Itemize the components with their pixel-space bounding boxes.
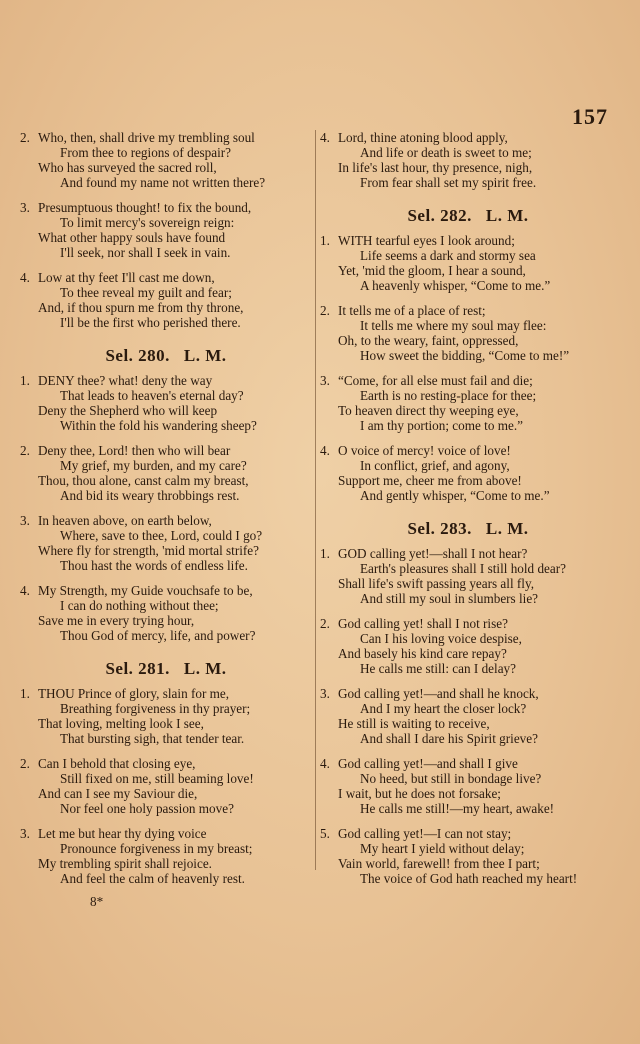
verse-line <box>20 628 312 643</box>
verse-line <box>20 403 312 418</box>
hymn-meter: L. M. <box>485 519 529 538</box>
verse-line <box>20 701 312 716</box>
verse-line <box>320 473 616 488</box>
verse-line-text: From thee to regions of despair? <box>60 145 232 160</box>
verse-line-text: Life seems a dark and stormy sea <box>360 248 536 263</box>
verse-line-text: Pronounce forgiveness in my breast; <box>60 841 253 856</box>
verse-line <box>20 686 312 701</box>
verse-line <box>20 871 312 886</box>
verse-number: 2. <box>20 443 30 458</box>
verse-line-text: From fear shall set my spirit free. <box>360 175 537 190</box>
verse-line <box>320 576 616 591</box>
verse-line <box>20 513 312 528</box>
verse-line-text: That bursting sigh, that tender tear. <box>60 731 245 746</box>
verse-line <box>20 731 312 746</box>
verse-line <box>20 488 312 503</box>
hymn-title <box>320 208 616 223</box>
verse-line <box>20 215 312 230</box>
verse-line-text: And basely his kind care repay? <box>338 646 507 661</box>
verse-line <box>20 528 312 543</box>
hymn-selection-number: Sel. 283. <box>407 519 472 538</box>
verse-line <box>320 403 616 418</box>
verse-line <box>320 771 616 786</box>
verse-line-text: Breathing forgiveness in thy prayer; <box>60 701 251 716</box>
verse-line-text: And can I see my Saviour die, <box>38 786 198 801</box>
verse-line-text: “Come, for all else must fail and die; <box>338 373 533 388</box>
hymn-verse <box>320 686 616 746</box>
verse-number: 4. <box>20 270 30 285</box>
verse-line-text: He calls me still!—my heart, awake! <box>360 801 555 816</box>
verse-line <box>20 373 312 388</box>
verse-line-text: And I my heart the closer lock? <box>360 701 527 716</box>
page-number: 157 <box>572 104 608 129</box>
verse-line <box>320 418 616 433</box>
verse-line <box>20 300 312 315</box>
verse-line-text: Low at thy feet I'll cast me down, <box>38 270 215 285</box>
verse-line-text: That loving, melting look I see, <box>38 716 204 731</box>
verse-line <box>320 786 616 801</box>
verse-line-text: In heaven above, on earth below, <box>38 513 212 528</box>
verse-line <box>320 303 616 318</box>
verse-number: 2. <box>320 303 330 318</box>
verse-line <box>320 458 616 473</box>
hymn-meter: L. M. <box>183 346 227 365</box>
hymn-verse <box>320 826 616 886</box>
verse-line <box>20 583 312 598</box>
verse-line <box>20 230 312 245</box>
verse-line <box>320 646 616 661</box>
hymn-title <box>320 521 616 536</box>
hymn-meter: L. M. <box>183 659 227 678</box>
hymn-verse <box>20 130 312 190</box>
verse-line-text: Thou, thou alone, canst calm my breast, <box>38 473 249 488</box>
verse-line <box>20 613 312 628</box>
verse-line <box>20 543 312 558</box>
verse-number: 4. <box>320 756 330 771</box>
verse-number: 3. <box>20 513 30 528</box>
verse-line-text: God calling yet! shall I not rise? <box>338 616 508 631</box>
verse-line-text: Where fly for strength, 'mid mortal strife? <box>38 543 259 558</box>
verse-line <box>320 856 616 871</box>
verse-line-text: I wait, but he does not forsake; <box>338 786 501 801</box>
verse-line-text: I'll seek, nor shall I seek in vain. <box>60 245 231 260</box>
verse-line <box>20 801 312 816</box>
verse-line-text: And still my soul in slumbers lie? <box>360 591 539 606</box>
verse-line-text: Who has surveyed the sacred roll, <box>38 160 217 175</box>
verse-line <box>320 591 616 606</box>
verse-line-text: My trembling spirit shall rejoice. <box>38 856 212 871</box>
hymn-verse <box>320 616 616 676</box>
verse-line <box>320 388 616 403</box>
verse-line-text: Support me, cheer me from above! <box>338 473 522 488</box>
verse-line-text: How sweet the bidding, “Come to me!” <box>360 348 570 363</box>
verse-line-text: I am thy portion; come to me.” <box>360 418 523 433</box>
verse-line <box>20 388 312 403</box>
hymn-verse <box>20 513 312 573</box>
verse-line-text: Shall life's swift passing years all fly, <box>338 576 535 591</box>
verse-line <box>320 160 616 175</box>
verse-line <box>320 263 616 278</box>
verse-line-text: Presumptuous thought! to fix the bound, <box>38 200 252 215</box>
verse-line-text: No heed, but still in bondage live? <box>360 771 542 786</box>
verse-line <box>20 473 312 488</box>
verse-line <box>20 826 312 841</box>
verse-line-text: He calls me still: can I delay? <box>360 661 516 676</box>
hymn-verse <box>20 583 312 643</box>
verse-line-text: Thou God of mercy, life, and power? <box>60 628 256 643</box>
hymn-title <box>20 661 312 676</box>
verse-number: 5. <box>320 826 330 841</box>
verse-line-text: Still fixed on me, still beaming love! <box>60 771 254 786</box>
verse-line-text: Can I his loving voice despise, <box>360 631 522 646</box>
hymn-verse <box>20 443 312 503</box>
verse-line-text: Where, save to thee, Lord, could I go? <box>60 528 263 543</box>
verse-line-text: God calling yet!—and shall he knock, <box>338 686 539 701</box>
verse-line-text: The voice of God hath reached my heart! <box>360 871 578 886</box>
verse-number: 1. <box>20 686 30 701</box>
verse-line-text: WITH tearful eyes I look around; <box>338 233 515 248</box>
verse-line <box>20 771 312 786</box>
verse-line <box>320 661 616 676</box>
verse-line-text: O voice of mercy! voice of love! <box>338 443 511 458</box>
verse-number: 1. <box>20 373 30 388</box>
verse-line <box>20 160 312 175</box>
verse-line-text: It tells me where my soul may flee: <box>360 318 547 333</box>
verse-line-text: Within the fold his wandering sheep? <box>60 418 257 433</box>
verse-number: 4. <box>320 130 330 145</box>
verse-line-text: And feel the calm of heavenly rest. <box>60 871 245 886</box>
verse-line <box>320 756 616 771</box>
verse-line-text: Who, then, shall drive my trembling soul <box>38 130 255 145</box>
verse-line <box>320 631 616 646</box>
verse-line-text: And, if thou spurn me from thy throne, <box>38 300 244 315</box>
verse-line <box>320 333 616 348</box>
verse-line <box>320 701 616 716</box>
hymn-verse <box>320 373 616 433</box>
verse-line <box>20 285 312 300</box>
verse-number: 4. <box>320 443 330 458</box>
verse-line <box>320 616 616 631</box>
verse-line <box>320 233 616 248</box>
verse-line <box>20 841 312 856</box>
verse-line-text: My heart I yield without delay; <box>360 841 525 856</box>
verse-line <box>20 200 312 215</box>
hymn-verse <box>320 233 616 293</box>
verse-line <box>320 731 616 746</box>
hymn-verse <box>20 270 312 330</box>
verse-line <box>320 130 616 145</box>
verse-line <box>20 756 312 771</box>
hymn-title <box>20 348 312 363</box>
verse-line <box>320 826 616 841</box>
verse-number: 4. <box>20 583 30 598</box>
verse-line <box>320 841 616 856</box>
hymn-meter: L. M. <box>485 206 529 225</box>
hymn-verse <box>20 686 312 746</box>
verse-line-text: Nor feel one holy passion move? <box>60 801 234 816</box>
verse-line <box>320 318 616 333</box>
verse-line-text: Deny the Shepherd who will keep <box>38 403 218 418</box>
left-column <box>20 130 312 909</box>
verse-line-text: DENY thee? what! deny the way <box>38 373 213 388</box>
verse-line-text: In conflict, grief, and agony, <box>360 458 510 473</box>
verse-line-text: Earth's pleasures shall I still hold dear? <box>360 561 566 576</box>
hymn-selection-number: Sel. 282. <box>407 206 472 225</box>
verse-line-text: And bid its weary throbbings rest. <box>60 488 240 503</box>
hymn-selection-number: Sel. 280. <box>105 346 170 365</box>
verse-line-text: Oh, to the weary, faint, oppressed, <box>338 333 519 348</box>
verse-line-text: In life's last hour, thy presence, nigh, <box>338 160 533 175</box>
hymn-verse <box>20 373 312 433</box>
verse-line <box>20 418 312 433</box>
signature-mark: 8* <box>90 894 104 909</box>
hymn-verse <box>20 200 312 260</box>
verse-line-text: He still is waiting to receive, <box>338 716 490 731</box>
verse-number: 2. <box>20 756 30 771</box>
verse-number: 2. <box>20 130 30 145</box>
right-column <box>320 130 616 896</box>
verse-line <box>20 175 312 190</box>
verse-line <box>20 856 312 871</box>
verse-line <box>20 786 312 801</box>
verse-number: 3. <box>20 200 30 215</box>
verse-line <box>20 145 312 160</box>
verse-line-text: My Strength, my Guide vouchsafe to be, <box>38 583 253 598</box>
verse-line-text: And shall I dare his Spirit grieve? <box>360 731 538 746</box>
verse-number: 3. <box>320 686 330 701</box>
verse-line-text: And found my name not written there? <box>60 175 266 190</box>
verse-line-text: Save me in every trying hour, <box>38 613 195 628</box>
verse-line <box>320 686 616 701</box>
verse-line <box>20 558 312 573</box>
verse-line <box>20 598 312 613</box>
verse-line-text: Let me but hear thy dying voice <box>38 826 207 841</box>
verse-line-text: Deny thee, Lord! then who will bear <box>38 443 231 458</box>
hymn-selection-number: Sel. 281. <box>105 659 170 678</box>
hymn-verse <box>320 130 616 190</box>
verse-line <box>20 270 312 285</box>
verse-number: 1. <box>320 546 330 561</box>
verse-line <box>20 443 312 458</box>
verse-number: 2. <box>320 616 330 631</box>
verse-line <box>320 546 616 561</box>
verse-line <box>320 278 616 293</box>
hymn-verse <box>20 826 312 886</box>
verse-line-text: Thou hast the words of endless life. <box>60 558 248 573</box>
verse-line <box>320 145 616 160</box>
verse-line <box>320 716 616 731</box>
hymn-verse <box>320 546 616 606</box>
verse-number: 3. <box>20 826 30 841</box>
verse-line-text: And life or death is sweet to me; <box>360 145 532 160</box>
verse-line-text: What other happy souls have found <box>38 230 226 245</box>
verse-number: 1. <box>320 233 330 248</box>
verse-line-text: To heaven direct thy weeping eye, <box>338 403 519 418</box>
verse-line <box>20 716 312 731</box>
verse-line-text: And gently whisper, “Come to me.” <box>360 488 550 503</box>
hymn-verse <box>320 756 616 816</box>
column-divider <box>315 130 316 870</box>
verse-line-text: It tells me of a place of rest; <box>338 303 486 318</box>
verse-line-text: That leads to heaven's eternal day? <box>60 388 244 403</box>
verse-line <box>320 348 616 363</box>
verse-line <box>320 443 616 458</box>
verse-line-text: Lord, thine atoning blood apply, <box>338 130 508 145</box>
hymn-verse <box>20 756 312 816</box>
verse-line-text: God calling yet!—I can not stay; <box>338 826 512 841</box>
verse-line-text: Vain world, farewell! from thee I part; <box>338 856 540 871</box>
verse-line <box>320 561 616 576</box>
verse-line-text: Can I behold that closing eye, <box>38 756 196 771</box>
verse-line-text: THOU Prince of glory, slain for me, <box>38 686 230 701</box>
verse-line-text: A heavenly whisper, “Come to me.” <box>360 278 551 293</box>
verse-line <box>320 175 616 190</box>
verse-line <box>20 130 312 145</box>
verse-number: 3. <box>320 373 330 388</box>
verse-line <box>20 245 312 260</box>
verse-line-text: To limit mercy's sovereign reign: <box>60 215 235 230</box>
verse-line-text: God calling yet!—and shall I give <box>338 756 518 771</box>
verse-line-text: Earth is no resting-place for thee; <box>360 388 537 403</box>
verse-line <box>320 871 616 886</box>
verse-line-text: My grief, my burden, and my care? <box>60 458 247 473</box>
verse-line-text: I'll be the first who perished there. <box>60 315 241 330</box>
verse-line-text: I can do nothing without thee; <box>60 598 219 613</box>
verse-line <box>320 801 616 816</box>
verse-line-text: Yet, 'mid the gloom, I hear a sound, <box>338 263 526 278</box>
verse-line <box>320 373 616 388</box>
verse-line <box>320 488 616 503</box>
verse-line <box>20 315 312 330</box>
hymn-verse <box>320 303 616 363</box>
hymn-verse <box>320 443 616 503</box>
verse-line-text: To thee reveal my guilt and fear; <box>60 285 232 300</box>
verse-line <box>320 248 616 263</box>
verse-line <box>20 458 312 473</box>
verse-line-text: GOD calling yet!—shall I not hear? <box>338 546 528 561</box>
